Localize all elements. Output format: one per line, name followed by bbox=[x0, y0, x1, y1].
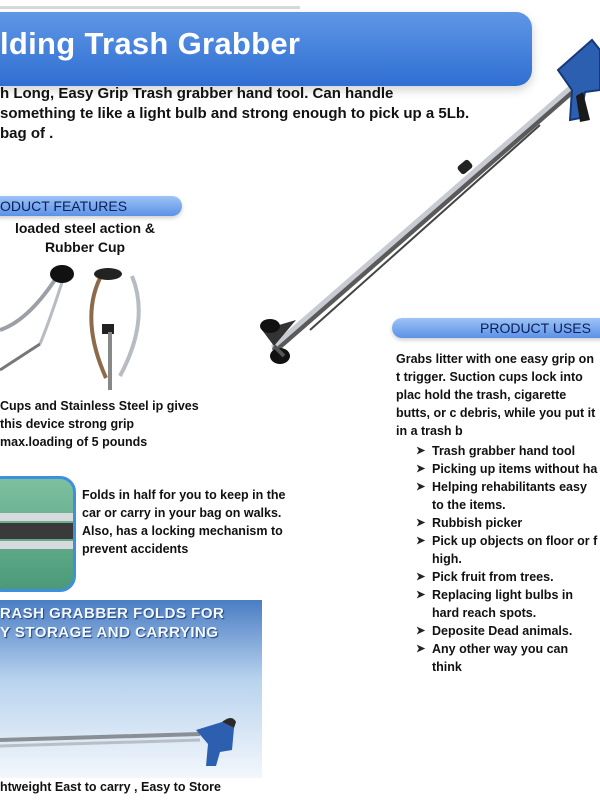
storage-heading-line1: RASH GRABBER FOLDS FOR bbox=[0, 605, 225, 622]
list-item: ➤ Any other way you can think bbox=[416, 640, 600, 676]
list-item: ➤ Pick up objects on floor or f high. bbox=[416, 532, 600, 568]
uses-list bbox=[416, 442, 600, 676]
list-item: ➤ Rubbish picker bbox=[416, 514, 600, 532]
folded-grabber-photo bbox=[0, 700, 262, 770]
cups-steel-caption: Cups and Stainless Steel ip gives this device strong grip max.loading of 5 pounds bbox=[0, 399, 199, 449]
grabber-pole-shadow bbox=[276, 85, 578, 348]
intro-text: h Long, Easy Grip Trash grabber hand tool. Can handle something te like a light bulb and strong enough to pick up a 5Lb. bag of . bbox=[0, 85, 470, 142]
top-divider bbox=[0, 6, 300, 9]
suction-cup-top bbox=[260, 319, 280, 333]
jaw-cup-right bbox=[94, 268, 122, 280]
fold-rod-bottom bbox=[0, 541, 76, 549]
steel-action-caption: loaded steel action & Rubber Cup bbox=[14, 220, 156, 255]
folded-pole bbox=[0, 734, 200, 740]
jaw-arm-right-3 bbox=[120, 276, 139, 376]
folded-handle bbox=[196, 722, 234, 766]
fold-hinge bbox=[0, 523, 76, 539]
list-item: ➤ Pick fruit from trees. bbox=[416, 568, 600, 586]
uses-description: Grabs litter with one easy grip on t trigger. Suction cups lock into plac hold the trash, cigarette butts, or c debris, while you put it in a trash b bbox=[396, 352, 596, 438]
fold-closeup-photo bbox=[0, 476, 76, 592]
jaw-cup-left bbox=[50, 265, 74, 283]
jaw-arm-left bbox=[0, 272, 60, 330]
grabber-rod bbox=[310, 125, 540, 330]
uses-heading: PRODUCT USES bbox=[480, 320, 591, 336]
storage-heading bbox=[0, 604, 262, 642]
grabber-jaws-photo bbox=[0, 260, 190, 390]
list-item: ➤ Picking up items without ha bbox=[416, 460, 600, 478]
storage-caption: htweight East to carry , Easy to Store bbox=[0, 780, 221, 794]
list-item: ➤ Replacing light bulbs in hard reach spots. bbox=[416, 586, 600, 622]
page-title: lding Trash Grabber bbox=[0, 26, 301, 61]
storage-heading-line2: Y STORAGE AND CARRYING bbox=[0, 624, 219, 641]
list-item: ➤ Deposite Dead animals. bbox=[416, 622, 600, 640]
fold-caption: Folds in half for you to keep in the car or carry in your bag on walks. Also, has a locking mechanism to prevent accidents bbox=[82, 488, 286, 556]
list-item: ➤ Trash grabber hand tool bbox=[416, 442, 600, 460]
list-item: ➤ Helping rehabilitants easy to the items. bbox=[416, 478, 600, 514]
fold-rod-top bbox=[0, 513, 76, 521]
grabber-pole bbox=[274, 83, 576, 346]
jaw-rod bbox=[0, 344, 40, 370]
features-heading: ODUCT FEATURES bbox=[0, 198, 128, 214]
